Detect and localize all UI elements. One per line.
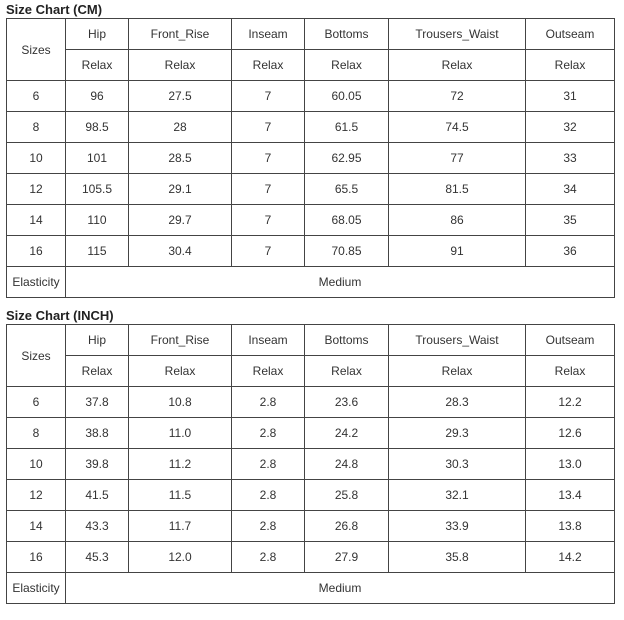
measurement-cell: 32 <box>526 112 615 143</box>
measurement-cell: 74.5 <box>389 112 526 143</box>
measurement-cell: 2.8 <box>232 449 305 480</box>
measurement-cell: 25.8 <box>305 480 389 511</box>
size-chart-cm-table <box>6 18 615 298</box>
size-cell: 8 <box>7 418 66 449</box>
measurement-cell: 2.8 <box>232 418 305 449</box>
measurement-cell: 30.3 <box>389 449 526 480</box>
measurement-cell: 23.6 <box>305 387 389 418</box>
measurement-cell: 110 <box>66 205 129 236</box>
column-header: Outseam <box>526 325 615 356</box>
measurement-cell: 41.5 <box>66 480 129 511</box>
measurement-cell: 26.8 <box>305 511 389 542</box>
measurement-cell: 35.8 <box>389 542 526 573</box>
measurement-cell: 65.5 <box>305 174 389 205</box>
size-cell: 10 <box>7 143 66 174</box>
fit-subheader: Relax <box>526 50 615 81</box>
table-row <box>7 387 615 418</box>
measurement-cell: 33 <box>526 143 615 174</box>
measurement-cell: 10.8 <box>129 387 232 418</box>
measurement-cell: 7 <box>232 236 305 267</box>
sizes-header: Sizes <box>7 325 66 387</box>
size-cell: 10 <box>7 449 66 480</box>
fit-subheader: Relax <box>389 50 526 81</box>
measurement-cell: 29.7 <box>129 205 232 236</box>
measurement-cell: 7 <box>232 143 305 174</box>
size-chart-inch-title: Size Chart (INCH) <box>6 308 114 323</box>
elasticity-value: Medium <box>66 573 615 604</box>
elasticity-label: Elasticity <box>7 267 66 298</box>
column-header: Bottoms <box>305 325 389 356</box>
column-header: Trousers_Waist <box>389 19 526 50</box>
table-row <box>7 236 615 267</box>
table-row <box>7 143 615 174</box>
table-row <box>7 112 615 143</box>
measurement-cell: 72 <box>389 81 526 112</box>
measurement-cell: 101 <box>66 143 129 174</box>
measurement-cell: 96 <box>66 81 129 112</box>
measurement-cell: 14.2 <box>526 542 615 573</box>
fit-subheader: Relax <box>526 356 615 387</box>
table-row <box>7 511 615 542</box>
measurement-cell: 68.05 <box>305 205 389 236</box>
measurement-cell: 70.85 <box>305 236 389 267</box>
header-row <box>7 19 615 50</box>
table-row <box>7 205 615 236</box>
size-cell: 6 <box>7 81 66 112</box>
table-row <box>7 81 615 112</box>
measurement-cell: 2.8 <box>232 511 305 542</box>
measurement-cell: 13.8 <box>526 511 615 542</box>
table-row <box>7 480 615 511</box>
column-header: Front_Rise <box>129 19 232 50</box>
measurement-cell: 105.5 <box>66 174 129 205</box>
fit-subheader: Relax <box>129 356 232 387</box>
size-cell: 12 <box>7 174 66 205</box>
measurement-cell: 81.5 <box>389 174 526 205</box>
measurement-cell: 11.2 <box>129 449 232 480</box>
measurement-cell: 12.2 <box>526 387 615 418</box>
column-header: Outseam <box>526 19 615 50</box>
measurement-cell: 39.8 <box>66 449 129 480</box>
measurement-cell: 2.8 <box>232 542 305 573</box>
measurement-cell: 28.3 <box>389 387 526 418</box>
measurement-cell: 2.8 <box>232 480 305 511</box>
sizes-header: Sizes <box>7 19 66 81</box>
measurement-cell: 31 <box>526 81 615 112</box>
size-cell: 8 <box>7 112 66 143</box>
size-cell: 12 <box>7 480 66 511</box>
measurement-cell: 115 <box>66 236 129 267</box>
measurement-cell: 24.8 <box>305 449 389 480</box>
measurement-cell: 11.7 <box>129 511 232 542</box>
fit-subheader: Relax <box>305 356 389 387</box>
fit-subheader: Relax <box>129 50 232 81</box>
table-row <box>7 542 615 573</box>
measurement-cell: 13.0 <box>526 449 615 480</box>
column-header: Inseam <box>232 325 305 356</box>
size-chart-cm-title: Size Chart (CM) <box>6 2 103 17</box>
measurement-cell: 13.4 <box>526 480 615 511</box>
measurement-cell: 27.9 <box>305 542 389 573</box>
measurement-cell: 77 <box>389 143 526 174</box>
measurement-cell: 12.0 <box>129 542 232 573</box>
measurement-cell: 36 <box>526 236 615 267</box>
measurement-cell: 35 <box>526 205 615 236</box>
measurement-cell: 24.2 <box>305 418 389 449</box>
column-header: Front_Rise <box>129 325 232 356</box>
table-row <box>7 449 615 480</box>
fit-subheader: Relax <box>66 50 129 81</box>
measurement-cell: 86 <box>389 205 526 236</box>
fit-subheader: Relax <box>389 356 526 387</box>
measurement-cell: 2.8 <box>232 387 305 418</box>
column-header: Bottoms <box>305 19 389 50</box>
elasticity-value: Medium <box>66 267 615 298</box>
fit-subheader: Relax <box>232 50 305 81</box>
measurement-cell: 29.3 <box>389 418 526 449</box>
measurement-cell: 38.8 <box>66 418 129 449</box>
measurement-cell: 62.95 <box>305 143 389 174</box>
measurement-cell: 7 <box>232 174 305 205</box>
measurement-cell: 43.3 <box>66 511 129 542</box>
header-row <box>7 325 615 356</box>
size-cell: 16 <box>7 236 66 267</box>
measurement-cell: 32.1 <box>389 480 526 511</box>
measurement-cell: 45.3 <box>66 542 129 573</box>
elasticity-label: Elasticity <box>7 573 66 604</box>
measurement-cell: 98.5 <box>66 112 129 143</box>
measurement-cell: 34 <box>526 174 615 205</box>
column-header: Trousers_Waist <box>389 325 526 356</box>
size-cell: 14 <box>7 511 66 542</box>
measurement-cell: 11.0 <box>129 418 232 449</box>
size-cell: 6 <box>7 387 66 418</box>
table-row <box>7 418 615 449</box>
elasticity-row <box>7 267 615 298</box>
measurement-cell: 30.4 <box>129 236 232 267</box>
measurement-cell: 37.8 <box>66 387 129 418</box>
elasticity-row <box>7 573 615 604</box>
fit-subheader: Relax <box>232 356 305 387</box>
column-header: Hip <box>66 325 129 356</box>
measurement-cell: 27.5 <box>129 81 232 112</box>
measurement-cell: 91 <box>389 236 526 267</box>
table-row <box>7 174 615 205</box>
size-chart-inch-table <box>6 324 615 604</box>
subheader-row <box>7 356 615 387</box>
measurement-cell: 61.5 <box>305 112 389 143</box>
fit-subheader: Relax <box>305 50 389 81</box>
measurement-cell: 7 <box>232 81 305 112</box>
size-cell: 14 <box>7 205 66 236</box>
measurement-cell: 7 <box>232 112 305 143</box>
fit-subheader: Relax <box>66 356 129 387</box>
measurement-cell: 12.6 <box>526 418 615 449</box>
measurement-cell: 7 <box>232 205 305 236</box>
measurement-cell: 29.1 <box>129 174 232 205</box>
measurement-cell: 11.5 <box>129 480 232 511</box>
subheader-row <box>7 50 615 81</box>
measurement-cell: 33.9 <box>389 511 526 542</box>
measurement-cell: 60.05 <box>305 81 389 112</box>
size-cell: 16 <box>7 542 66 573</box>
column-header: Inseam <box>232 19 305 50</box>
measurement-cell: 28 <box>129 112 232 143</box>
column-header: Hip <box>66 19 129 50</box>
measurement-cell: 28.5 <box>129 143 232 174</box>
